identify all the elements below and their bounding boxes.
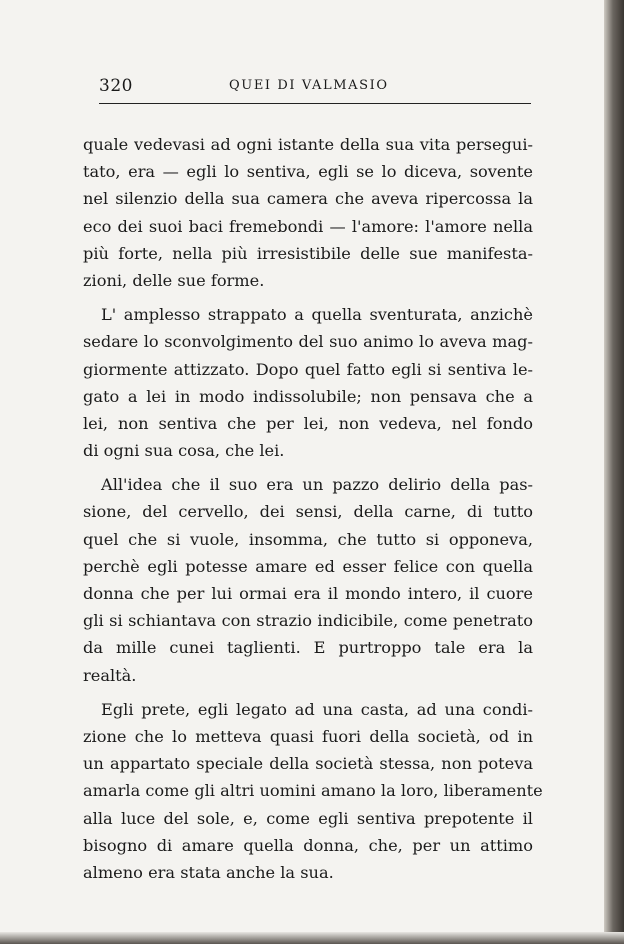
- text-line: alla luce del sole, e, come egli sentiva prepotente il: [83, 808, 533, 828]
- page-binding-edge: [604, 0, 624, 944]
- header-rule: [99, 103, 531, 104]
- text-line: quel che si vuole, insomma, che tutto si opponeva,: [83, 529, 533, 549]
- body-text: [83, 131, 543, 886]
- text-line: gato a lei in modo indissolubile; non pensava che a: [83, 386, 533, 406]
- text-line: sione, del cervello, dei sensi, della carne, di tutto: [83, 502, 533, 522]
- text-line: donna che per lui ormai era il mondo intero, il cuore: [83, 584, 533, 603]
- text-line: gli si schiantava con strazio indicibile, come penetrato: [83, 611, 533, 631]
- page-bottom-edge: [0, 932, 624, 944]
- text-line: da mille cunei taglienti. E purtroppo tale era la: [83, 638, 533, 658]
- text-line: perchè egli potesse amare ed esser felice con quella: [83, 556, 533, 576]
- text-line: quale vedevasi ad ogni istante della sua vita persegui-: [83, 135, 533, 154]
- text-line: giormente attizzato. Dopo quel fatto egli si sentiva le-: [83, 359, 533, 379]
- text-line: sedare lo sconvolgimento del suo animo lo aveva mag-: [83, 332, 533, 352]
- text-line: L' amplesso strappato a quella sventurata, anzichè: [101, 305, 533, 325]
- text-line: zioni, delle sue forme.: [83, 270, 265, 290]
- text-line: tato, era — egli lo sentiva, egli se lo diceva, sovente: [83, 162, 533, 182]
- text-line: Egli prete, egli legato ad una casta, ad una condi-: [101, 699, 533, 719]
- text-line: almeno era stata anche la sua.: [83, 862, 334, 882]
- paragraph-1: [83, 131, 533, 294]
- text-line: eco dei suoi baci fremebondi — l'amore: l'amore nella: [83, 216, 533, 236]
- text-line: bisogno di amare quella donna, che, per un attimo: [83, 835, 533, 855]
- page-number: 320: [99, 76, 133, 96]
- running-title: QUEI DI VALMASIO: [229, 78, 389, 93]
- text-line: zione che lo metteva quasi fuori della società, od in: [83, 726, 533, 746]
- text-line: nel silenzio della sua camera che aveva ripercossa la: [83, 189, 533, 209]
- text-line: All'idea che il suo era un pazzo delirio della pas-: [101, 475, 533, 495]
- text-line: più forte, nella più irresistibile delle sue manifesta-: [83, 243, 533, 263]
- text-line: amarla come gli altri uomini amano la loro, liberamente: [83, 781, 543, 801]
- text-line: di ogni sua cosa, che lei.: [83, 441, 285, 461]
- page-header: [99, 76, 531, 98]
- paragraph-2: [83, 301, 533, 464]
- text-line: lei, non sentiva che per lei, non vedeva, nel fondo: [83, 413, 533, 433]
- paragraph-3: [83, 471, 533, 689]
- paragraph-4: [83, 696, 543, 886]
- text-line: un appartato speciale della società stessa, non poteva: [83, 754, 533, 774]
- text-line: realtà.: [83, 665, 137, 685]
